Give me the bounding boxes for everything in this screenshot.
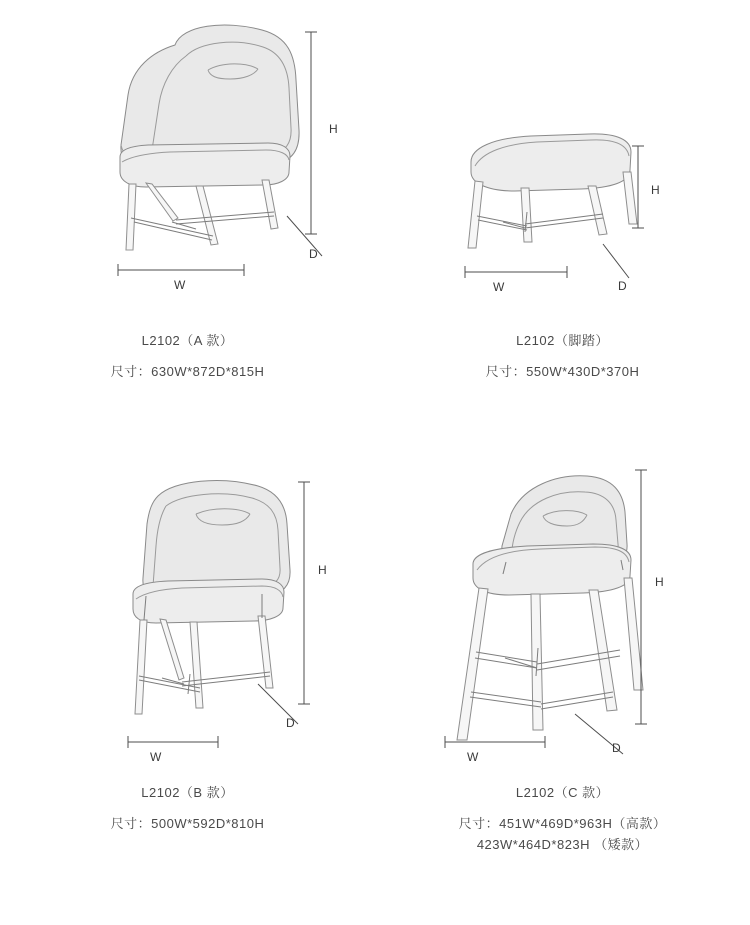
dim-label-h: H bbox=[318, 563, 327, 577]
product-spec-alt: 423W*464D*823H （矮款） bbox=[476, 837, 649, 852]
product-cell-l2102-footstool bbox=[375, 0, 750, 382]
stool-line-drawing bbox=[375, 0, 750, 330]
caption-l2102-a bbox=[0, 330, 375, 382]
figure-l2102-footstool bbox=[375, 0, 750, 330]
dim-label-h: H bbox=[651, 183, 660, 197]
figure-l2102-c bbox=[375, 452, 750, 782]
dim-label-w: W bbox=[493, 280, 505, 294]
product-title: L2102（脚踏） bbox=[516, 333, 609, 348]
side-chair-line-drawing bbox=[0, 452, 375, 782]
figure-l2102-a bbox=[0, 0, 375, 330]
product-cell-l2102-b bbox=[0, 452, 375, 834]
caption-l2102-c bbox=[375, 782, 750, 855]
product-title: L2102（C 款） bbox=[515, 785, 610, 800]
dim-label-d: D bbox=[612, 741, 621, 755]
product-spec: 尺寸：630W*872D*815H bbox=[110, 364, 265, 379]
armchair-line-drawing bbox=[0, 0, 375, 330]
caption-l2102-b bbox=[0, 782, 375, 834]
dim-label-d: D bbox=[286, 716, 295, 730]
dim-label-w: W bbox=[174, 278, 186, 292]
product-title: L2102（A 款） bbox=[141, 333, 234, 348]
dim-label-h: H bbox=[655, 575, 664, 589]
dim-label-d: D bbox=[618, 279, 627, 293]
dim-label-w: W bbox=[150, 750, 162, 764]
dim-label-d: D bbox=[309, 247, 318, 261]
product-cell-l2102-a bbox=[0, 0, 375, 382]
dim-label-h: H bbox=[329, 122, 338, 136]
product-cell-l2102-c bbox=[375, 452, 750, 855]
product-spec: 尺寸：451W*469D*963H（高款） bbox=[458, 816, 667, 831]
bar-stool-line-drawing bbox=[375, 452, 750, 782]
product-title: L2102（B 款） bbox=[141, 785, 234, 800]
product-spec: 尺寸：550W*430D*370H bbox=[485, 364, 640, 379]
dim-label-w: W bbox=[467, 750, 479, 764]
figure-l2102-b bbox=[0, 452, 375, 782]
product-spec: 尺寸：500W*592D*810H bbox=[110, 816, 265, 831]
caption-l2102-footstool bbox=[375, 330, 750, 382]
